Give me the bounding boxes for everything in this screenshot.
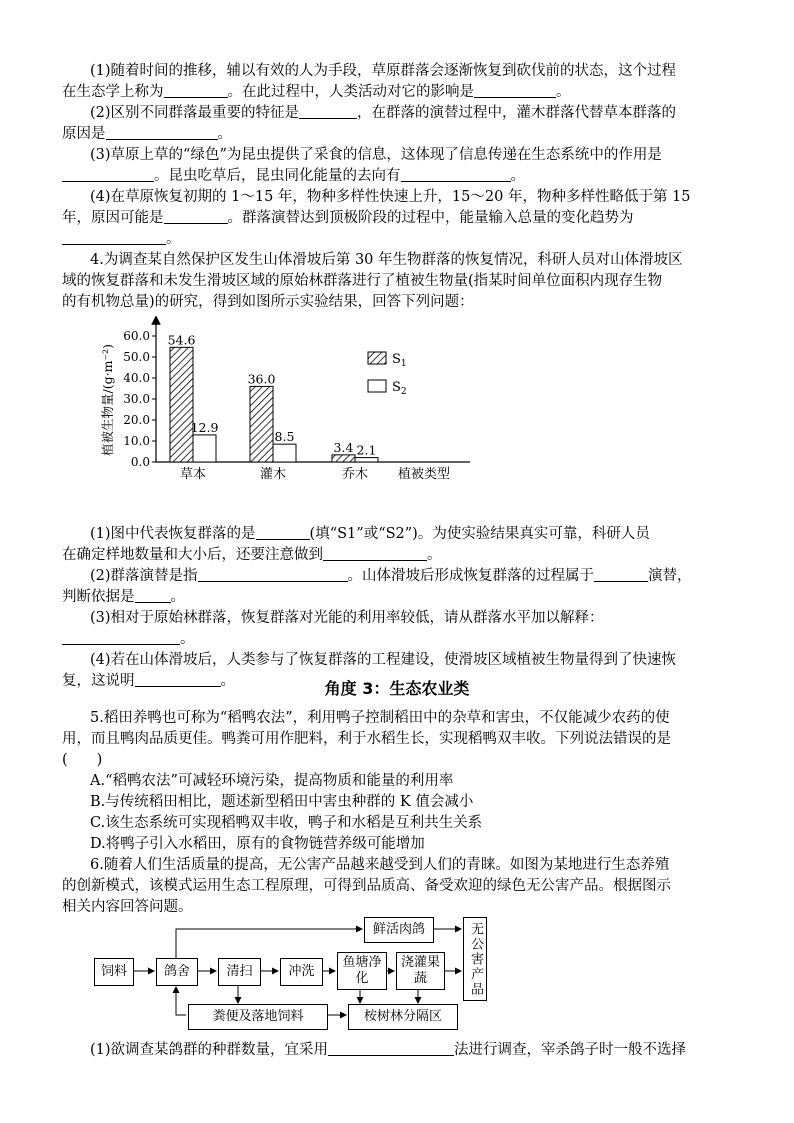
y-tick-label: 40.0 (123, 371, 150, 385)
box-fresh-pigeon: 鲜活肉鸽 (364, 917, 434, 943)
q3-sub3-line1: (3)草原上草的“绿色”为昆虫提供了采食的信息，这体现了信息传递在生态系统中的作用是 (90, 147, 662, 163)
q5-option-a[interactable]: A.“稻鸭农法”可减轻环境污染，提高物质和能量的利用率 (90, 773, 454, 789)
y-tick-label: 50.0 (123, 350, 150, 364)
box-fish-pond: 鱼塘净化 (337, 952, 387, 990)
q4-sub4-line1: (4)若在山体滑坡后，人类参与了恢复群落的工程建设，使滑坡区域植被生物量得到了快速恢 (90, 652, 677, 668)
box-product: 无公害产品 (463, 917, 487, 1001)
y-tick-label: 0.0 (130, 455, 150, 469)
data-label: 8.5 (274, 429, 295, 445)
answer-blank[interactable] (328, 1041, 454, 1056)
section-heading: 角度 3：生态农业类 (324, 679, 470, 698)
q3-sub3-line2: 。昆虫吃草后，昆虫同化能量的去向有 。 (62, 166, 525, 186)
q5-stem-line1: 5.稻田养鸭也可称为“稻鸭农法”，利用鸭子控制稻田中的杂草和害虫，不仅能减少农药的使 (90, 710, 670, 726)
q6-stem-line2: 的创新模式，该模式运用生态工程原理，可得到品质高、备受欢迎的绿色无公害产品。根据图示 (62, 878, 671, 894)
legend-label-s1: $S_1$ (392, 352, 407, 369)
q3-sub1-line1: (1)随着时间的推移，辅以有效的人为手段，草原群落会逐渐恢复到砍伐前的状态，这个过程 (90, 63, 677, 79)
q6-sub1-line1: (1)欲调查某鸽群的种群数量，宜采用 法进行调查，宰杀鸽子时一般不选择 (90, 1042, 687, 1058)
legend-label-s2: $S_2$ (392, 380, 407, 397)
q6-stem-line1: 6.随着人们生活质量的提高，无公害产品越来越受到人们的青睐。如图为某地进行生态养殖 (90, 857, 670, 873)
data-label: 36.0 (247, 371, 276, 387)
data-label: 54.6 (167, 332, 196, 348)
q6-stem-line3: 相关内容回答问题。 (62, 899, 193, 915)
box-irrigate: 浇灌果蔬 (396, 952, 445, 990)
x-tick-label: 灌木 (259, 467, 287, 482)
q4-sub4-line2: 复，这说明 。 (62, 673, 235, 689)
q4-sub2-line2: 判断依据是 。 (62, 589, 185, 605)
y-tick-label: 60.0 (123, 329, 150, 343)
q5-answer-bracket[interactable]: ( ) (62, 752, 103, 768)
q4-sub3-line2: 。 (62, 629, 195, 649)
q4-stem-line1: 4.为调查某自然保护区发生山体滑坡后第 30 年生物群落的恢复情况，科研人员对山体滑坡区 (90, 252, 683, 268)
q4-stem-line2: 域的恢复群落和未发生滑坡区域的原始林群落进行了植被生物量(指某时间单位面积内现存生物 (62, 273, 663, 289)
q4-sub1-line2: 在确定样地数量和大小后，还要注意做到 。 (62, 547, 442, 563)
q3-sub1-line2: 在生态学上称为 。在此过程中，人类活动对它的影响是 。 (62, 84, 571, 100)
box-pigeon-house: 鸽舍 (156, 958, 198, 986)
y-tick-label: 30.0 (123, 392, 150, 406)
x-tick-label: 草本 (179, 467, 207, 482)
q4-sub2-line1: (2)群落演替是指 。山体滑坡后形成恢复群落的过程属于 演替， (90, 568, 692, 584)
y-tick-label: 20.0 (123, 413, 150, 427)
q5-stem-line2: 用，而且鸭肉品质更佳。鸭粪可用作肥料，利于水稻生长，实现稻鸭双丰收。下列说法错误的是 (62, 731, 671, 747)
q3-sub4-line1: (4)在草原恢复初期的 1～15 年，物种多样性快速上升，15～20 年，物种多样性略低于第 15 (90, 189, 691, 205)
q5-option-d[interactable]: D.将鸭子引入水稻田，原有的食物链营养级可能增加 (90, 836, 425, 852)
q3-sub4-line3: 。 (62, 229, 181, 249)
q4-stem-line3: 的有机物总量)的研究，得到如图所示实验结果，回答下列问题： (62, 294, 474, 310)
q5-option-b[interactable]: B.与传统稻田相比，题述新型稻田中害虫种群的 K 值会减小 (90, 794, 474, 810)
q3-sub2-line2: 原因是 。 (62, 126, 232, 142)
y-tick-label: 10.0 (123, 434, 150, 448)
box-clean: 清扫 (218, 958, 261, 986)
x-tick-label: 乔木 (341, 467, 369, 482)
q4-sub1-line1: (1)图中代表恢复群落的是 (填“S1”或“S2”)。为使实验结果真实可靠，科研人员 (90, 526, 650, 542)
y-axis-label: 植被生物量/(g·m⁻²) (100, 344, 115, 456)
q3-sub2-line1: (2)区别不同群落最重要的特征是 ，在群落的演替过程中，灌木群落代替草本群落的 (90, 105, 677, 121)
x-axis-label: 植被类型 (397, 467, 451, 482)
box-eucalyptus: 桉树林分隔区 (348, 1004, 458, 1030)
q3-sub4-line2: 年，原因可能是 。群落演替达到顶极阶段的过程中，能量输入总量的变化趋势为 (62, 210, 634, 226)
box-rinse: 冲洗 (280, 958, 323, 986)
box-feed: 饲料 (94, 958, 134, 986)
box-manure: 粪便及落地饲料 (188, 1004, 328, 1030)
q4-sub3-line1: (3)相对于原始林群落，恢复群落对光能的利用率较低，请从群落水平加以解释： (90, 610, 604, 626)
data-label: 12.9 (190, 419, 219, 435)
data-label: 3.4 (333, 439, 354, 455)
data-label: 2.1 (356, 442, 377, 458)
q5-option-c[interactable]: C.该生态系统可实现稻鸭双丰收，鸭子和水稻是互利共生关系 (90, 815, 483, 831)
